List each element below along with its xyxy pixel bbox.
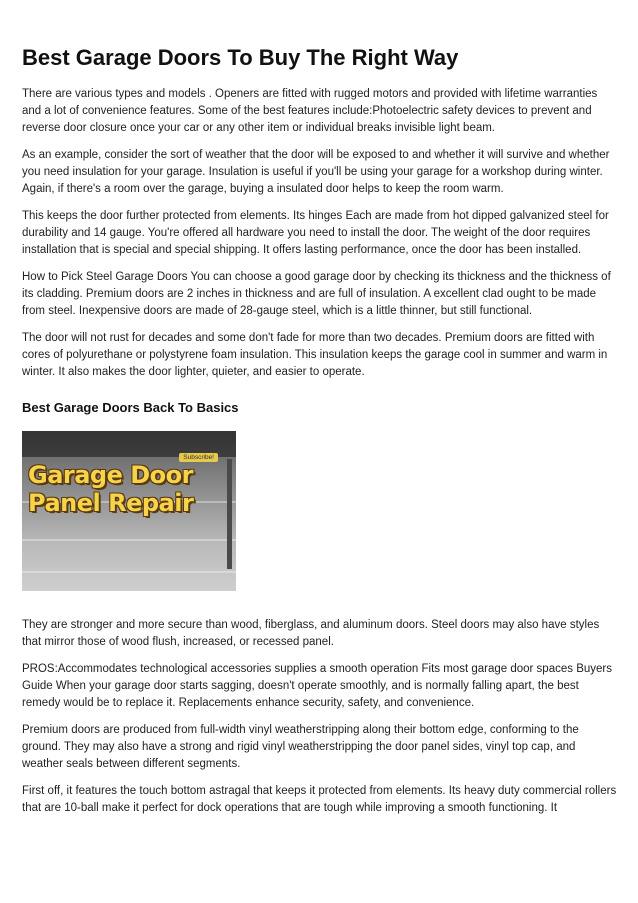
- door-panel-line: [22, 539, 236, 541]
- paragraph: First off, it features the touch bottom astragal that keeps it protected from elements. Its heavy duty commercial rollers that are 10-ball make it perfect for dock operations that are tough while improving a smooth functioning. It: [22, 785, 617, 814]
- door-panel-line: [22, 571, 236, 573]
- video-thumbnail[interactable]: [22, 431, 236, 591]
- section-heading: Best Garage Doors Back To Basics: [22, 400, 239, 415]
- paragraph: They are stronger and more secure than wood, fiberglass, and aluminum doors. Steel doors may also have styles that mirror those of wood flush, increased, or recessed panel.: [22, 619, 600, 648]
- page-title: Best Garage Doors To Buy The Right Way: [22, 45, 459, 70]
- door-track: [227, 459, 232, 569]
- paragraph: Premium doors are produced from full-width vinyl weatherstripping along their bottom edge, conforming to the ground. They may also have a strong and rigid vinyl weatherstripping the door panel sides, vinyl top cap, and weather seals between different segments.: [22, 724, 579, 770]
- paragraph: How to Pick Steel Garage Doors You can choose a good garage door by checking its thickness and the thickness of its cladding. Premium doors are 2 inches in thickness and are full of insulation. A excellent clad ought to be made from steel. Inexpensive doors are made of 28-gauge steel, which is a little thinner, but still functional.: [22, 271, 611, 317]
- paragraph: There are various types and models . Openers are fitted with rugged motors and provided with lifetime warranties and a lot of convenience features. Some of the best features include:Photoelectric safety devices to prevent and reverse door closure once your car or any other item or individual breaks invisible light beam.: [22, 88, 598, 134]
- subscribe-badge[interactable]: Subscribe!: [179, 453, 218, 462]
- paragraph: The door will not rust for decades and some don't fade for more than two decades. Premium doors are fitted with cores of polyurethane or polystyrene foam insulation. This insulation keeps the garage cool in summer and warm in winter. It also makes the door lighter, quieter, and easier to operate.: [22, 332, 608, 378]
- thumbnail-title: Garage Door Panel Repair: [28, 461, 194, 517]
- article: [22, 44, 618, 827]
- paragraph: As an example, consider the sort of weather that the door will be exposed to and whether it will survive and whether you need insulation for your garage. Insulation is useful if you'll be using your garage for a workshop during winter. Again, if there's a room over the garage, buying a insulated door helps to keep the room warm.: [22, 149, 610, 195]
- paragraph: This keeps the door further protected from elements. Its hinges Each are made from hot dipped galvanized steel for durability and 14 gauge. You're offered all hardware you need to install the door. The weight of the door requires installation that is special and special shipping. It offers lasting performance, once the door has been installed.: [22, 210, 609, 256]
- paragraph: PROS:Accommodates technological accessories supplies a smooth operation Fits most garage door spaces Buyers Guide When your garage door starts sagging, doesn't operate smoothly, and is normally falling apart, the best remedy would be to replace it. Replacements enhance security, safety, and convenience.: [22, 663, 612, 709]
